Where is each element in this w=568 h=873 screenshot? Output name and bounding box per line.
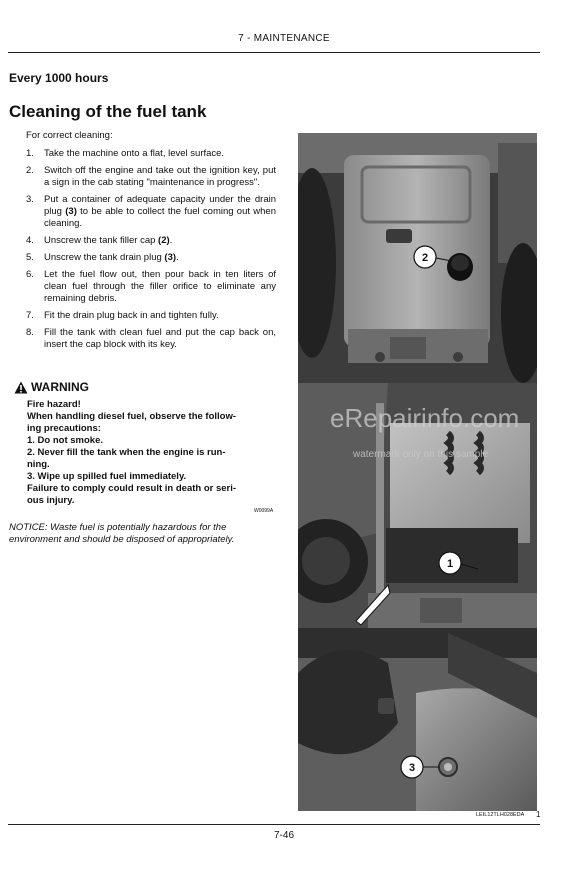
step-text: . (169, 235, 173, 246)
intro-text: For correct cleaning: (26, 130, 113, 141)
step-text: Fit the drain plug back in and tighten fully. (44, 310, 219, 321)
step-text: Unscrew the tank filler cap (44, 235, 159, 246)
step-number: 5. (26, 252, 34, 263)
page-number: 7-46 (273, 830, 294, 841)
step-number: 4. (26, 235, 34, 246)
warning-text (27, 399, 259, 507)
step-item (26, 269, 276, 305)
warning-line: Fire hazard! (27, 399, 81, 410)
step-number: 2. (26, 165, 34, 176)
callout-reference: (2) (158, 235, 170, 246)
step-text: . (176, 252, 179, 263)
warning-line: When handling diesel fuel, observe the follow- (27, 411, 237, 422)
page-title: Cleaning of the fuel tank (9, 102, 207, 121)
callout-reference: (3) (164, 252, 177, 263)
warning-line: 2. Never fill the tank when the engine is run- (27, 447, 226, 458)
step-text: Unscrew the tank drain plug (44, 252, 165, 263)
photo-drain-plug (298, 628, 537, 811)
step-text: Put a container of adequate capacity under the drain plug (44, 194, 276, 217)
fuel-tank-photos (298, 133, 537, 811)
watermark-logo: eRepairinfo.com (330, 403, 520, 433)
callout-reference: (3) (65, 206, 77, 217)
step-text: Take the machine onto a flat, level surface. (44, 148, 225, 159)
step-item (26, 148, 276, 160)
step-number: 6. (26, 269, 34, 280)
step-item (26, 327, 276, 351)
section-heading: Every 1000 hours (9, 71, 109, 85)
warning-label: WARNING (31, 380, 89, 394)
warning-line: ing precautions: (27, 423, 101, 434)
warning-line: ous injury. (27, 495, 75, 506)
step-number: 3. (26, 194, 34, 205)
photo-reference-number: 1 (536, 810, 541, 819)
warning-code: W0099A (254, 508, 274, 514)
step-text: to be able to collect the fuel coming out when cleaning. (44, 206, 276, 229)
warning-line: 1. Do not smoke. (27, 435, 104, 446)
step-number: 1. (26, 148, 34, 159)
callout-label: 1 (446, 558, 454, 570)
step-item (26, 235, 276, 247)
header-divider (8, 52, 540, 53)
warning-line: Failure to comply could result in death or seri- (27, 483, 237, 494)
warning-line: 3. Wipe up spilled fuel immediately. (27, 471, 187, 482)
step-number: 7. (26, 310, 34, 321)
watermark-notice: watermark only on this sample (353, 449, 489, 460)
step-text: Fill the tank with clean fuel and put the cap back on, insert the cap block with its key. (44, 327, 276, 350)
step-item (26, 252, 276, 264)
callout-label: 2 (421, 252, 429, 264)
callout-label: 3 (408, 762, 416, 774)
notice-text: NOTICE: Waste fuel is potentially hazardous for the environment and should be disposed of appropriately. (9, 522, 235, 545)
step-text: Let the fuel flow out, then pour back in ten liters of clean fuel through the filler orifice to eliminate any remaining debris. (44, 269, 276, 304)
procedure-steps (26, 148, 276, 356)
step-item (26, 165, 276, 189)
step-item (26, 310, 276, 322)
warning-line: ning. (27, 459, 50, 470)
warning-heading (14, 380, 89, 394)
step-number: 8. (26, 327, 34, 338)
warning-triangle-icon (14, 381, 28, 394)
step-text: Switch off the engine and take out the ignition key, put a sign in the cab stating "maintenance in progress". (44, 165, 276, 188)
step-item (26, 194, 276, 230)
footer-divider (8, 824, 540, 825)
running-header: 7 - MAINTENANCE (238, 33, 330, 44)
photo-reference: LEIL12TLH028EDA (476, 812, 525, 818)
